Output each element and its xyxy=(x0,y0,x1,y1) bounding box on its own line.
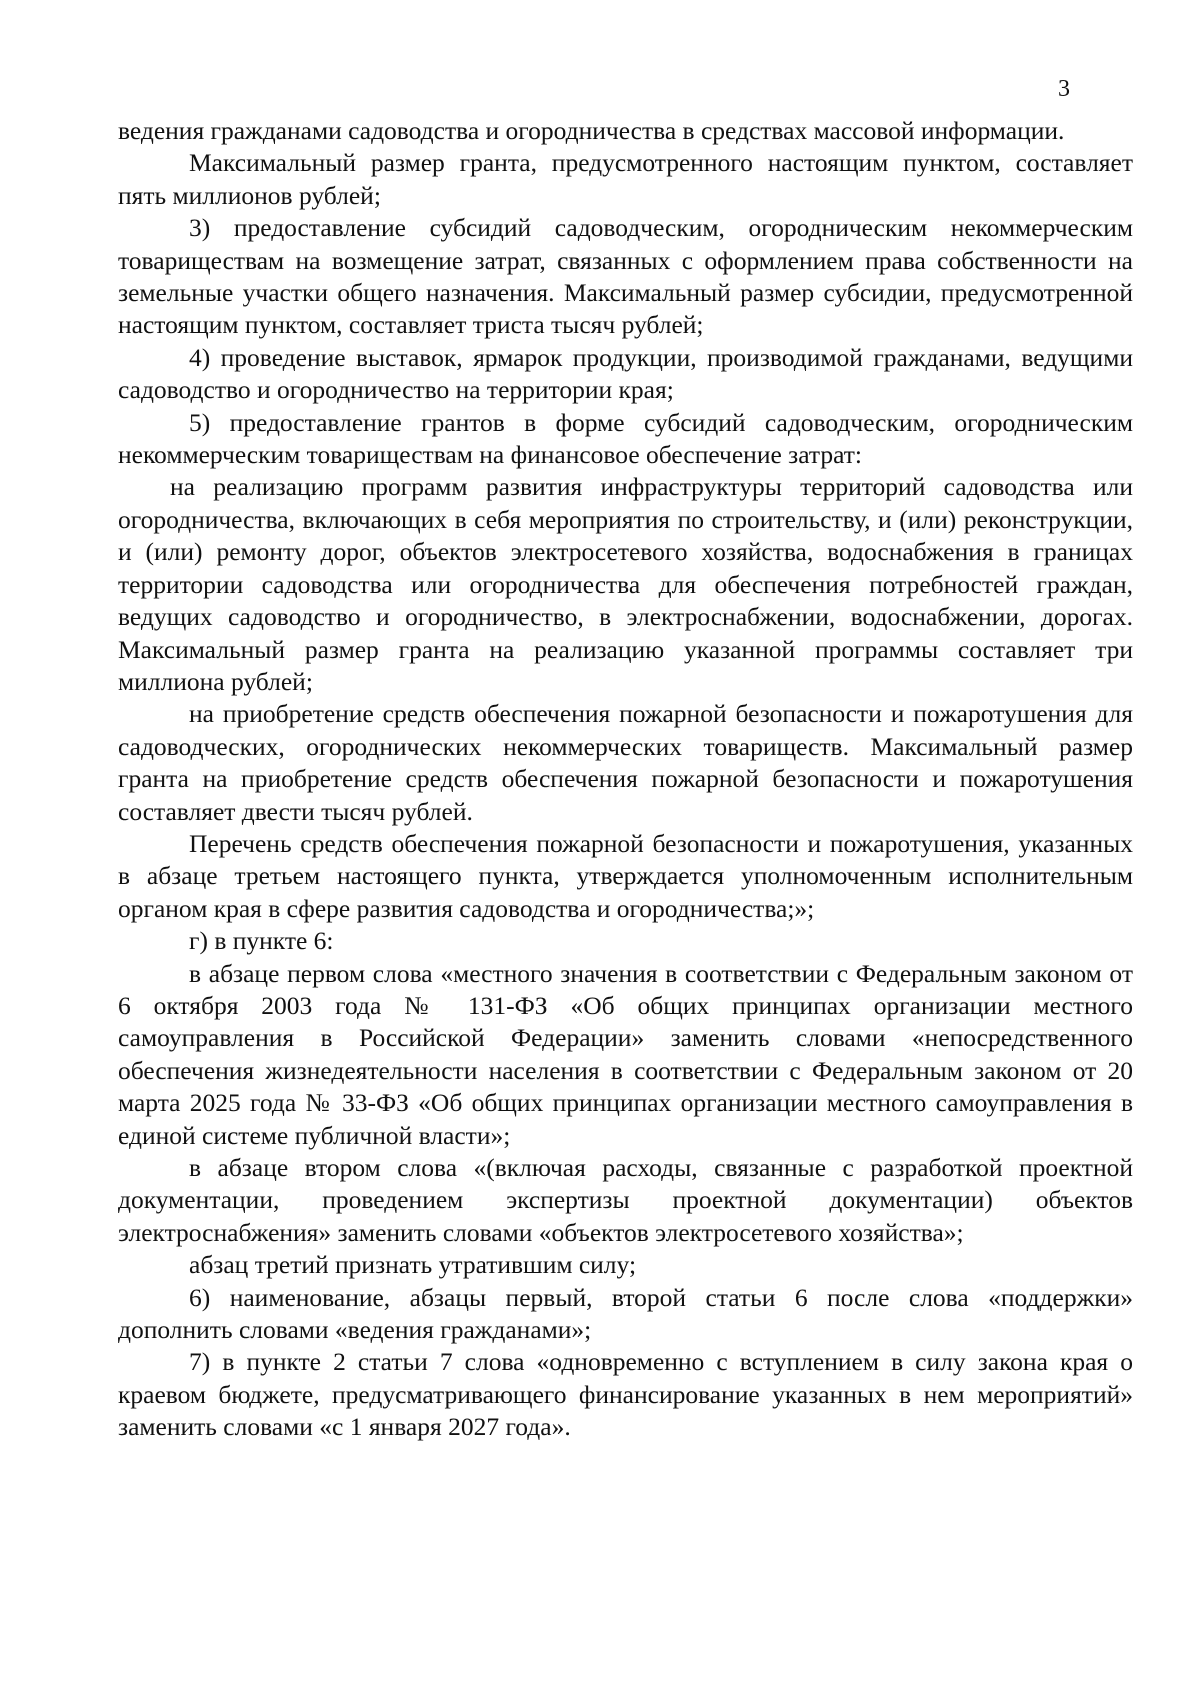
paragraph-point-6: г) в пункте 6: xyxy=(189,926,334,956)
paragraph-item-3: 3) предоставление субсидий садоводческим, огородническим некоммерческим товариществам на возмещение затрат, связанных с оформлением права собственности на земельные участки общего назначения. Максимальный размер субсидии, предусмотренной настоящим пунктом, составляет триста тысяч рублей; xyxy=(118,213,1133,340)
paragraph-item-4: 4) проведение выставок, ярмарок продукции, производимой гражданами, ведущими садоводство и огородничество на территории края; xyxy=(118,342,1133,405)
paragraph-fire-safety: на приобретение средств обеспечения пожарной безопасности и пожаротушения для садоводческих, огороднических некоммерческих товариществ. Максимальный размер гранта на приобретение средств обеспечения пожарной безопасности и пожаротушения составляет двести тысяч рублей. xyxy=(118,699,1133,826)
page-number: 3 xyxy=(1058,76,1070,102)
paragraph-third-clause: абзац третий признать утратившим силу; xyxy=(189,1250,637,1280)
paragraph-item-6: 6) наименование, абзацы первый, второй статьи 6 после слова «поддержки» дополнить словами «ведения гражданами»; xyxy=(118,1282,1133,1345)
paragraph-fire-list: Перечень средств обеспечения пожарной безопасности и пожаротушения, указанных в абзаце третьем настоящего пункта, утверждается уполномоченным исполнительным органом края в сфере развития садоводства и огородничества;»; xyxy=(118,828,1133,923)
paragraph-infrastructure: на реализацию программ развития инфраструктуры территорий садоводства или огородничества, включающих в себя мероприятия по строительству, и (или) реконструкции, и (или) ремонту дорог, объектов электросетевого хозяйства, водоснабжения в границах территории садоводства или огородничества для обеспечения потребностей граждан, ведущих садоводство и огородничество, в электроснабжении, водоснабжении, дорогах. Максимальный размер гранта на реализацию указанной программы составляет три миллиона рублей; xyxy=(118,472,1133,696)
document-body xyxy=(118,115,1133,1444)
paragraph-item-7: 7) в пункте 2 статьи 7 слова «одновременно с вступлением в силу закона края о краевом бюджете, предусматривающего финансирование указанных в нем мероприятий» заменить словами «с 1 января 2027 года». xyxy=(118,1347,1133,1442)
paragraph-continuation: ведения гражданами садоводства и огородничества в средствах массовой информации. xyxy=(118,116,1065,145)
paragraph-max-grant: Максимальный размер гранта, предусмотренного настоящим пунктом, составляет пять миллионов рублей; xyxy=(118,148,1133,210)
paragraph-first-clause: в абзаце первом слова «местного значения в соответствии с Федеральным законом от 6 октября 2003 года № 131-ФЗ «Об общих принципах организации местного самоуправления в Российской Федерации» заменить словами «непосредственного обеспечения жизнедеятельности населения в соответствии с Федеральным законом от 20 марта 2025 года № 33-ФЗ «Об общих принципах организации местного самоуправления в единой системе публичной власти»; xyxy=(118,958,1133,1150)
paragraph-item-5: 5) предоставление грантов в форме субсидий садоводческим, огородническим некоммерческим товариществам на финансовое обеспечение затрат: xyxy=(118,407,1133,470)
paragraph-second-clause: в абзаце втором слова «(включая расходы, связанные с разработкой проектной документации, проведением экспертизы проектной документации) объектов электроснабжения» заменить словами «объектов электросетевого хозяйства»; xyxy=(118,1153,1133,1247)
